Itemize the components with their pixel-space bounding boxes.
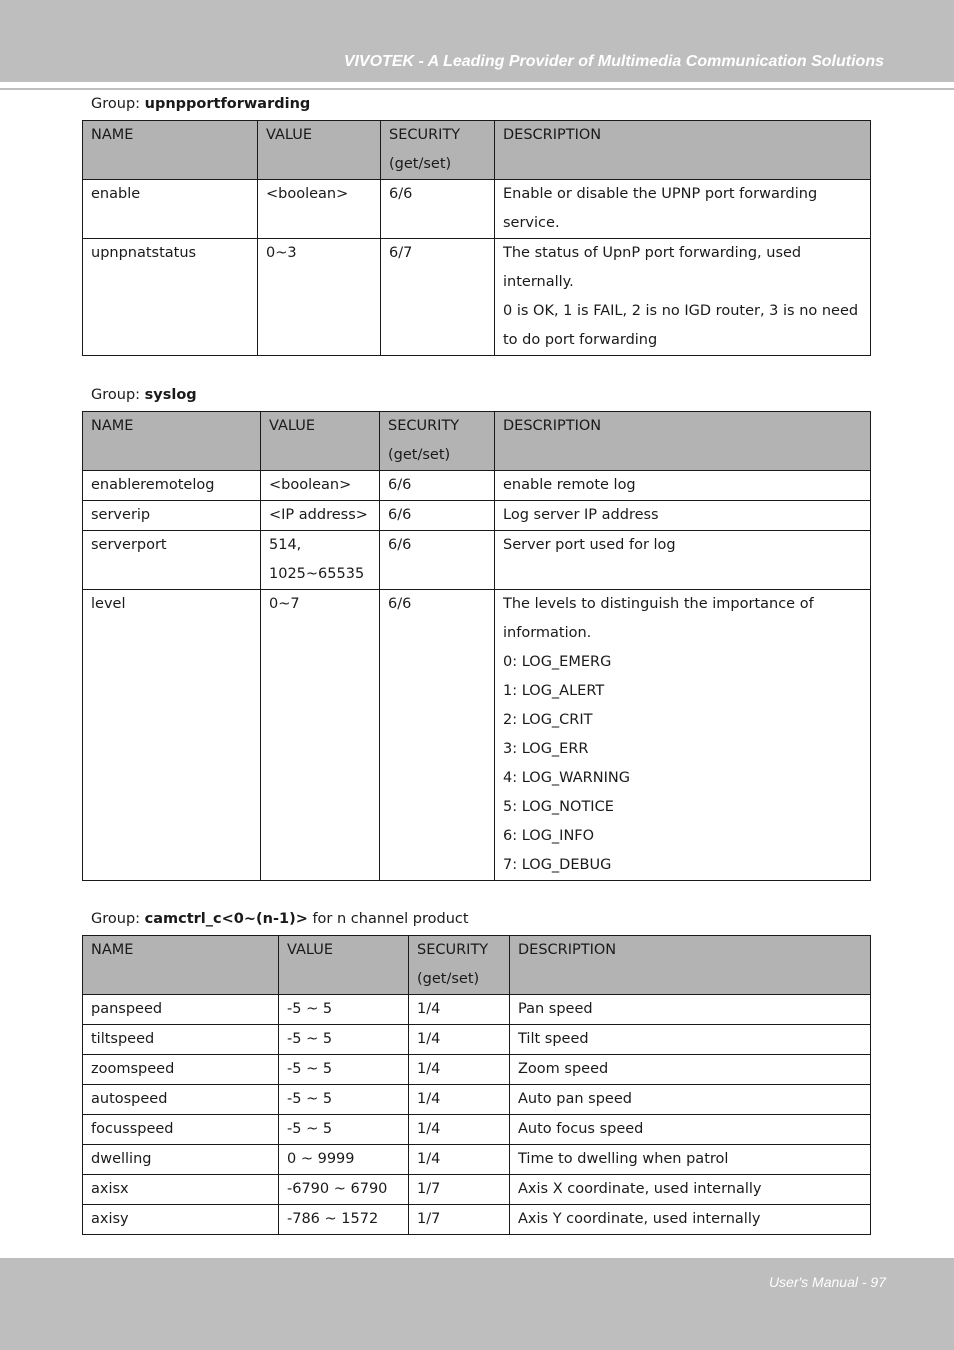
- column-header-name: NAME: [83, 936, 279, 995]
- description-line: 0: LOG_EMERG: [503, 654, 612, 670]
- header-row: [83, 936, 871, 995]
- param-security: 1/4: [409, 1025, 510, 1055]
- param-description: [510, 1025, 871, 1055]
- param-value: [279, 995, 409, 1025]
- table-row: [83, 1145, 871, 1175]
- param-security: 1/4: [409, 995, 510, 1025]
- param-name: zoomspeed: [83, 1055, 279, 1085]
- group-title-camctrl: [91, 911, 469, 927]
- param-description: [510, 1055, 871, 1085]
- security-sublabel: (get/set): [388, 447, 451, 463]
- param-value: [279, 1175, 409, 1205]
- group-title-upnpportforwarding: [91, 96, 310, 112]
- description-line: Enable or disable the UPNP port forwarding: [503, 186, 818, 202]
- param-description: [510, 1175, 871, 1205]
- table-row: [83, 1055, 871, 1085]
- value-line: -5 ~ 5: [287, 1091, 333, 1107]
- param-name: level: [83, 590, 261, 881]
- header-divider: [0, 88, 954, 90]
- param-description: [495, 239, 871, 356]
- param-value: [261, 590, 380, 881]
- param-name: enable: [83, 180, 258, 239]
- param-security: 6/6: [381, 180, 495, 239]
- param-description: [510, 1145, 871, 1175]
- group-prefix: Group:: [91, 96, 145, 112]
- column-header-security: [380, 412, 495, 471]
- page-footer: [0, 1258, 954, 1350]
- param-name: axisx: [83, 1175, 279, 1205]
- description-line: to do port forwarding: [503, 332, 658, 348]
- param-security: 1/7: [409, 1175, 510, 1205]
- param-value: [258, 239, 381, 356]
- column-header-security: [381, 121, 495, 180]
- table-row: [83, 1085, 871, 1115]
- table-row: [83, 995, 871, 1025]
- security-sublabel: (get/set): [389, 156, 452, 172]
- param-security: 6/6: [380, 590, 495, 881]
- param-name: serverport: [83, 531, 261, 590]
- description-line: 3: LOG_ERR: [503, 741, 589, 757]
- param-description: [510, 1115, 871, 1145]
- page-number: User's Manual - 97: [768, 1274, 886, 1290]
- param-description: [495, 531, 871, 590]
- column-header-description: DESCRIPTION: [495, 412, 871, 471]
- group-name: upnpportforwarding: [144, 96, 311, 112]
- table-row: [83, 531, 871, 590]
- param-security: 1/4: [409, 1145, 510, 1175]
- description-line: enable remote log: [503, 477, 636, 493]
- param-value: [279, 1025, 409, 1055]
- param-security: 1/4: [409, 1115, 510, 1145]
- value-line: <IP address>: [269, 507, 368, 523]
- column-header-value: VALUE: [258, 121, 381, 180]
- table-syslog: [82, 411, 871, 881]
- value-line: <boolean>: [269, 477, 352, 493]
- description-line: Pan speed: [518, 1001, 593, 1017]
- header-title: VIVOTEK - A Leading Provider of Multimedia Communication Solutions: [343, 53, 884, 70]
- param-security: 1/4: [409, 1085, 510, 1115]
- value-line: 1025~65535: [269, 566, 365, 582]
- description-line: 4: LOG_WARNING: [503, 770, 630, 786]
- param-description: [510, 1085, 871, 1115]
- param-name: upnpnatstatus: [83, 239, 258, 356]
- description-line: 1: LOG_ALERT: [503, 683, 605, 699]
- param-security: 6/6: [380, 501, 495, 531]
- param-value: [261, 471, 380, 501]
- value-line: -786 ~ 1572: [287, 1211, 379, 1227]
- description-line: service.: [503, 215, 560, 231]
- description-line: 5: LOG_NOTICE: [503, 799, 614, 815]
- table-row: [83, 180, 871, 239]
- param-name: tiltspeed: [83, 1025, 279, 1055]
- group-suffix: for n channel product: [307, 911, 469, 927]
- description-line: The levels to distinguish the importance of: [503, 596, 814, 612]
- table-camctrl: [82, 935, 871, 1235]
- description-line: Axis Y coordinate, used internally: [518, 1211, 761, 1227]
- value-line: -6790 ~ 6790: [287, 1181, 388, 1197]
- description-line: Log server IP address: [503, 507, 659, 523]
- value-line: 0 ~ 9999: [287, 1151, 355, 1167]
- security-sublabel: (get/set): [417, 971, 480, 987]
- description-line: Axis X coordinate, used internally: [518, 1181, 762, 1197]
- page-header: [0, 0, 954, 82]
- description-line: 0 is OK, 1 is FAIL, 2 is no IGD router, 3 is no need: [503, 303, 859, 319]
- description-line: 2: LOG_CRIT: [503, 712, 593, 728]
- group-prefix: Group:: [91, 911, 145, 927]
- param-value: [279, 1115, 409, 1145]
- group-name: camctrl_c<0~(n-1)>: [144, 911, 308, 927]
- description-line: 6: LOG_INFO: [503, 828, 595, 844]
- param-security: 1/4: [409, 1055, 510, 1085]
- param-name: panspeed: [83, 995, 279, 1025]
- table-row: [83, 1025, 871, 1055]
- header-row: [83, 412, 871, 471]
- param-description: [510, 995, 871, 1025]
- header-row: [83, 121, 871, 180]
- column-header-name: NAME: [83, 121, 258, 180]
- description-line: internally.: [503, 274, 574, 290]
- value-line: 0~7: [269, 596, 300, 612]
- column-header-value: VALUE: [279, 936, 409, 995]
- table-row: [83, 1175, 871, 1205]
- group-prefix: Group:: [91, 387, 145, 403]
- description-line: Auto pan speed: [518, 1091, 632, 1107]
- param-security: 6/7: [381, 239, 495, 356]
- column-header-security: [409, 936, 510, 995]
- table-row: [83, 1205, 871, 1235]
- description-line: Server port used for log: [503, 537, 676, 553]
- column-header-description: DESCRIPTION: [510, 936, 871, 995]
- value-line: 0~3: [266, 245, 297, 261]
- table-row: [83, 501, 871, 531]
- value-line: 514,: [269, 537, 302, 553]
- security-label: SECURITY: [417, 942, 489, 958]
- param-description: [495, 180, 871, 239]
- column-header-value: VALUE: [261, 412, 380, 471]
- value-line: <boolean>: [266, 186, 349, 202]
- param-value: [261, 531, 380, 590]
- description-line: Zoom speed: [518, 1061, 609, 1077]
- description-line: 7: LOG_DEBUG: [503, 857, 612, 873]
- security-label: SECURITY: [388, 418, 460, 434]
- table-row: [83, 590, 871, 881]
- param-name: serverip: [83, 501, 261, 531]
- group-title-syslog: [91, 387, 197, 403]
- param-security: 6/6: [380, 531, 495, 590]
- value-line: -5 ~ 5: [287, 1031, 333, 1047]
- param-description: [510, 1205, 871, 1235]
- column-header-description: DESCRIPTION: [495, 121, 871, 180]
- param-value: [279, 1145, 409, 1175]
- column-header-name: NAME: [83, 412, 261, 471]
- description-line: information.: [503, 625, 592, 641]
- param-value: [258, 180, 381, 239]
- value-line: -5 ~ 5: [287, 1001, 333, 1017]
- table-row: [83, 1115, 871, 1145]
- description-line: Auto focus speed: [518, 1121, 644, 1137]
- value-line: -5 ~ 5: [287, 1061, 333, 1077]
- param-name: autospeed: [83, 1085, 279, 1115]
- table-row: [83, 239, 871, 356]
- param-name: axisy: [83, 1205, 279, 1235]
- param-value: [279, 1055, 409, 1085]
- param-name: dwelling: [83, 1145, 279, 1175]
- value-line: -5 ~ 5: [287, 1121, 333, 1137]
- param-name: enableremotelog: [83, 471, 261, 501]
- description-line: The status of UpnP port forwarding, used: [503, 245, 802, 261]
- param-value: [279, 1205, 409, 1235]
- param-description: [495, 471, 871, 501]
- param-security: 6/6: [380, 471, 495, 501]
- security-label: SECURITY: [389, 127, 461, 143]
- param-description: [495, 590, 871, 881]
- group-name: syslog: [144, 387, 197, 403]
- param-value: [279, 1085, 409, 1115]
- param-description: [495, 501, 871, 531]
- description-line: Time to dwelling when patrol: [518, 1151, 729, 1167]
- description-line: Tilt speed: [518, 1031, 589, 1047]
- param-name: focusspeed: [83, 1115, 279, 1145]
- param-security: 1/7: [409, 1205, 510, 1235]
- table-row: [83, 471, 871, 501]
- param-value: [261, 501, 380, 531]
- table-upnpportforwarding: [82, 120, 871, 356]
